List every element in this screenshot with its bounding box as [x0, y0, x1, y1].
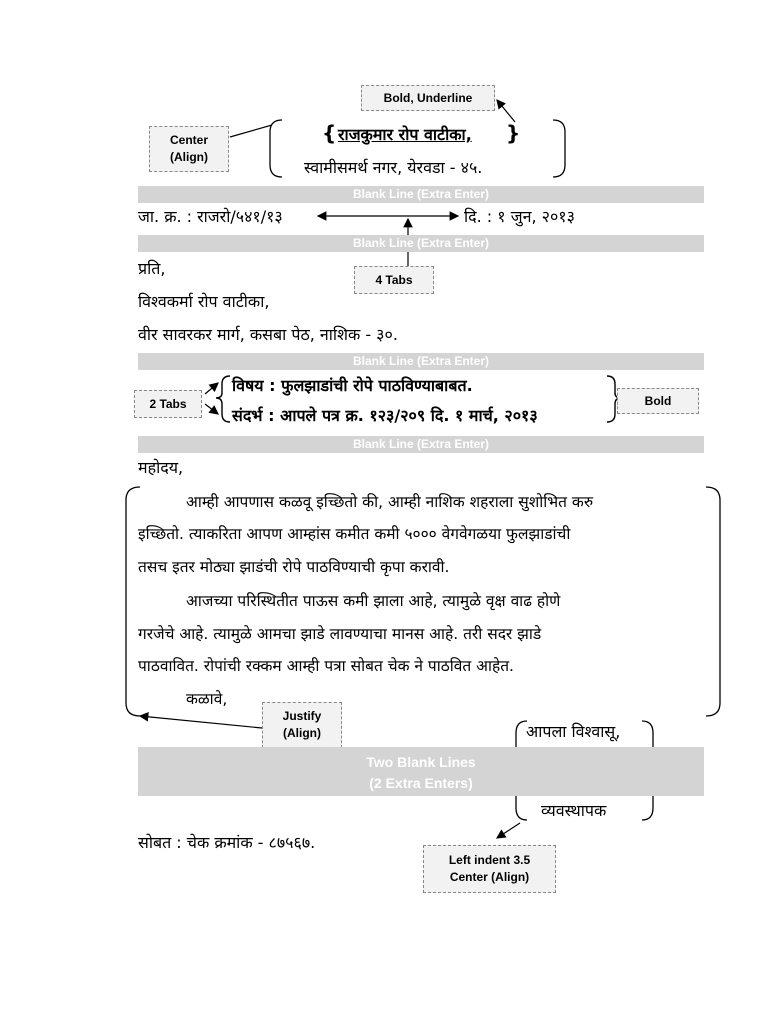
blank-line-band: Blank Line (Extra Enter) [138, 186, 704, 203]
two-blank-lines-label-2: (2 Extra Enters) [369, 775, 473, 791]
reference-line: संदर्भ : आपले पत्र क्र. १२३/२०९ दि. १ मार्च, २०१३ [232, 406, 538, 425]
recipient-address: वीर सावरकर मार्ग, कसबा पेठ, नाशिक - ३०. [138, 325, 398, 344]
callout-four-tabs-label: 4 Tabs [375, 272, 413, 287]
callout-two-tabs-label: 2 Tabs [149, 396, 187, 411]
body-line: पाठवावित. रोपांची रक्कम आम्ही पत्रा सोबत चेक ने पाठवित आहेत. [138, 657, 514, 675]
body-line: इच्छितो. त्याकरिता आपण आम्हांस कमीत कमी ५००० वेगवेगळया फुलझाडांची [138, 525, 571, 543]
two-blank-lines-label-1: Two Blank Lines [366, 754, 476, 770]
callout-left-indent [423, 845, 556, 893]
two-blank-lines-band [138, 747, 704, 796]
callout-bold-underline [361, 85, 495, 111]
callout-left-indent-label-2: Center (Align) [449, 870, 530, 884]
closing-designation: व्यवस्थापक [541, 801, 607, 820]
body-line: तसच इतर मोठ्या झाडंची रोपे पाठविण्याची कृपा करावी. [138, 558, 450, 576]
blank-line-band: Blank Line (Extra Enter) [138, 353, 704, 370]
brace-open: { [322, 121, 337, 145]
callout-bold-underline-label: Bold, Underline [383, 90, 473, 105]
callout-justify [262, 702, 342, 748]
callout-center-label-1: Center [169, 133, 208, 147]
callout-four-tabs [354, 266, 434, 294]
body-line: गरजेचे आहे. त्यामुळे आमचा झाडे लावण्याचा मानस आहे. तरी सदर झाडे [138, 625, 542, 643]
greeting: महोदय, [138, 458, 184, 477]
body-line: कळावे, [186, 690, 228, 708]
recipient-name: विश्वकर्मा रोप वाटीका, [138, 292, 270, 311]
callout-justify-label-1: Justify [282, 709, 322, 723]
company-title: राजकुमार रोप वाटीका, [338, 125, 472, 144]
callout-justify-label-2: (Align) [283, 726, 321, 740]
enclosure-line: सोबत : चेक क्रमांक - ८७५६७. [138, 833, 316, 852]
letter-date: दि. : १ जुन, २०१३ [464, 207, 575, 226]
recipient-salutation: प्रति, [138, 259, 166, 278]
callout-center-align [149, 126, 229, 172]
body-line: आम्ही आपणास कळवू इच्छितो की, आम्ही नाशिक शहराला सुशोभित करु [186, 493, 594, 511]
brace-close: } [506, 121, 521, 145]
blank-line-band: Blank Line (Extra Enter) [138, 235, 704, 252]
subject-line: विषय : फुलझाडांची रोपे पाठविण्याबाबत. [232, 376, 473, 395]
callout-center-label-2: (Align) [170, 150, 208, 164]
reference-number: जा. क्र. : राजरो/५४१/१३ [138, 207, 283, 226]
closing-yours: आपला विश्वासू, [526, 722, 621, 741]
body-line: आजच्या परिस्थितीत पाऊस कमी झाला आहे, त्यामुळे वृक्ष वाढ होणे [186, 592, 561, 610]
callout-left-indent-label-1: Left indent 3.5 [448, 853, 531, 867]
callout-two-tabs [134, 390, 202, 418]
company-address: स्वामीसमर्थ नगर, येरवडा - ४५. [304, 158, 483, 177]
callout-bold [617, 388, 699, 414]
blank-line-band: Blank Line (Extra Enter) [138, 436, 704, 453]
callout-bold-label: Bold [644, 393, 672, 408]
